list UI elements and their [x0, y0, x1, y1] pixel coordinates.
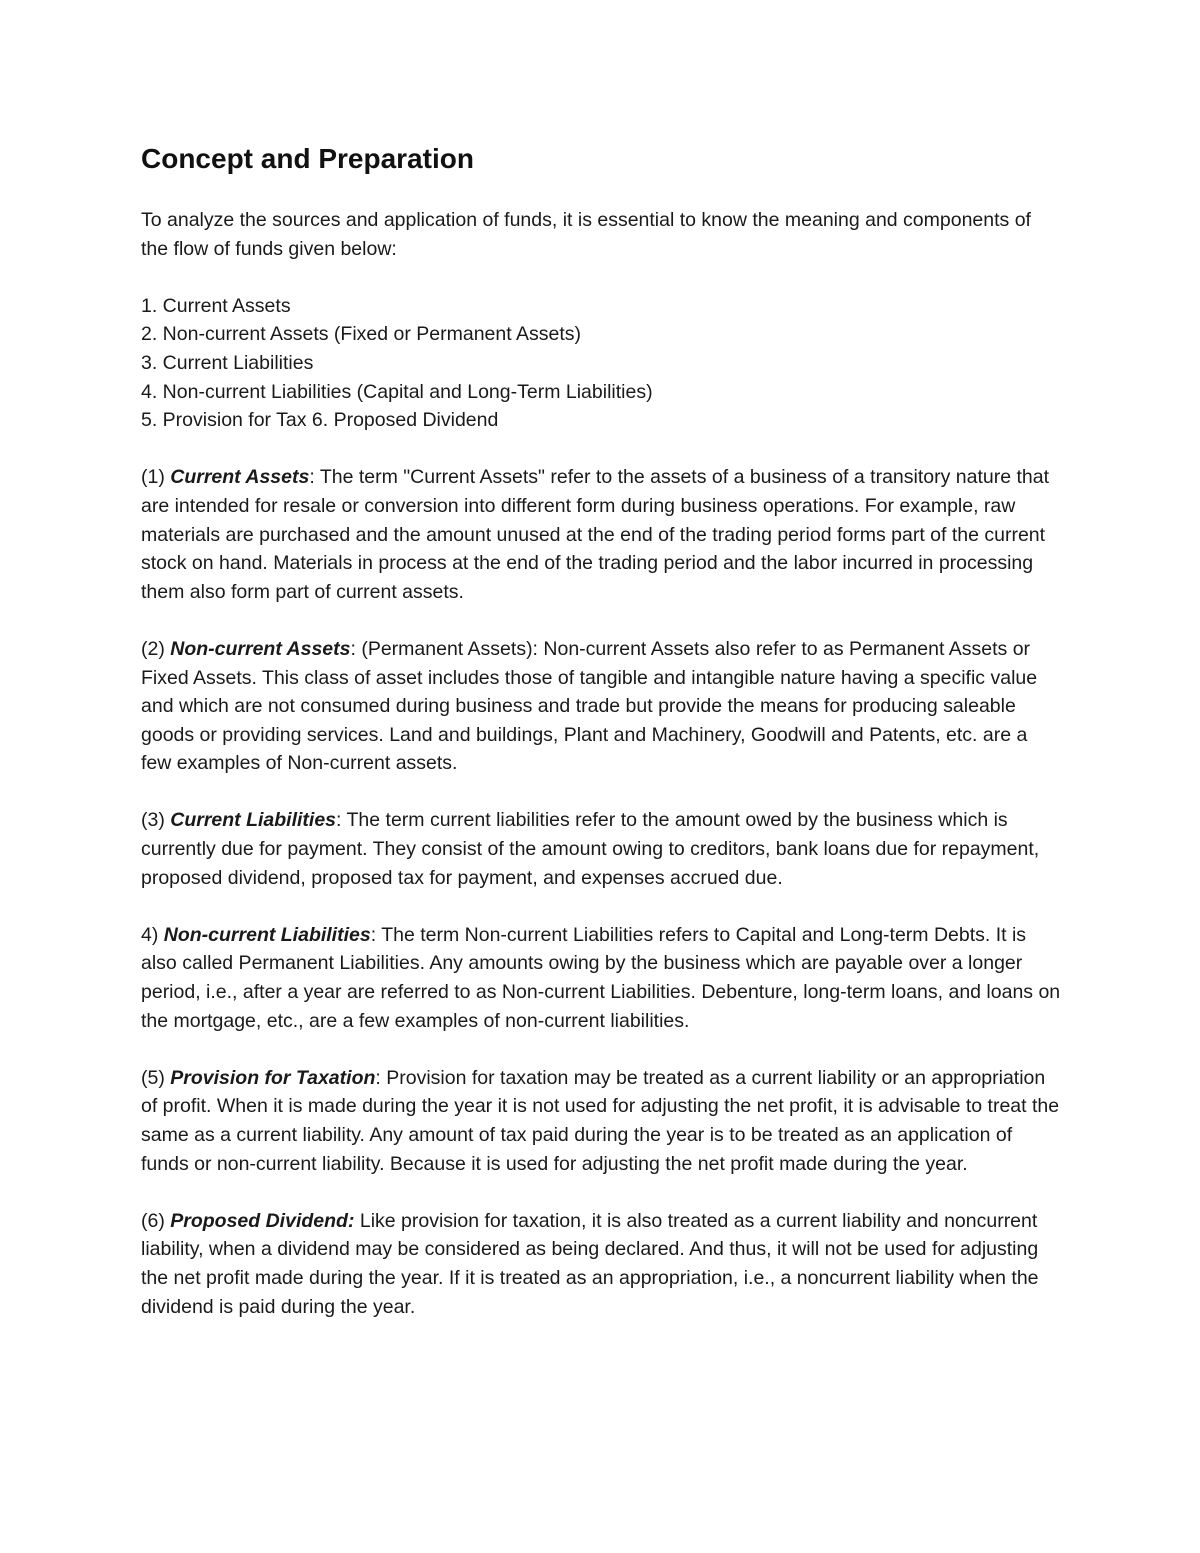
section-non-current-assets — [141, 635, 1061, 778]
section-term: Current Assets — [170, 466, 310, 489]
list-item: 5. Provision for Tax 6. Proposed Dividend — [141, 409, 499, 432]
section-term: Current Liabilities — [170, 809, 337, 832]
list-item: 1. Current Assets — [141, 294, 291, 317]
section-term: Proposed Dividend: — [170, 1209, 355, 1232]
section-term: Non-current Assets — [170, 637, 351, 660]
list-item: 2. Non-current Assets (Fixed or Permanent Assets) — [141, 323, 582, 346]
list-item: 4. Non-current Liabilities (Capital and Long-Term Liabilities) — [141, 380, 653, 403]
section-term: Provision for Taxation — [170, 1066, 376, 1089]
section-separator: : — [336, 809, 342, 832]
section-body: The term Non-current Liabilities refers to Capital and Long-term Debts. It is also called Permanent Liabilities. Any amounts owing by the business which are payable over a longer period, i.e., after a year are referred to as Non-current Liabilities. Debenture, long-term loans, and loans on the mortgage, etc., are a few examples of non-current liabilities. — [141, 923, 1061, 1032]
section-prefix: (2) — [141, 637, 171, 660]
section-proposed-dividend — [141, 1207, 1061, 1321]
section-separator: : — [350, 637, 356, 660]
section-prefix: 4) — [141, 923, 164, 946]
section-prefix: (1) — [141, 466, 171, 489]
section-body: Provision for taxation may be treated as a current liability or an appropriation of profit. When it is made during the year it is not used for adjusting the net profit, it is advisable to treat the same as a current liability. Any amount of tax paid during the year is to be treated as an application of funds or non-current liability. Because it is used for adjusting the net profit made during the year. — [141, 1066, 1060, 1175]
page-title: Concept and Preparation — [141, 143, 474, 174]
section-provision-for-taxation — [141, 1064, 1061, 1178]
section-separator: : — [375, 1066, 381, 1089]
document-page — [141, 138, 1061, 1321]
section-body: The term current liabilities refer to the amount owed by the business which is currently due for payment. They consist of the amount owing to creditors, bank loans due for repayment, proposed dividend, proposed tax for payment, and expenses accrued due. — [141, 809, 1040, 889]
section-prefix: (6) — [141, 1209, 171, 1232]
section-body: Like provision for taxation, it is also treated as a current liability and noncurrent liability, when a dividend may be considered as being declared. And thus, it will not be used for adjusting the net profit made during the year. If it is treated as an appropriation, i.e., a noncurrent liability when the dividend is paid during the year. — [141, 1209, 1039, 1318]
section-prefix: (5) — [141, 1066, 171, 1089]
components-list — [141, 292, 1061, 435]
section-prefix: (3) — [141, 809, 171, 832]
section-non-current-liabilities — [141, 921, 1061, 1035]
intro-paragraph: To analyze the sources and application of funds, it is essential to know the meaning and components of the flow of funds given below: — [141, 209, 1031, 260]
section-current-liabilities — [141, 806, 1061, 892]
section-term: Non-current Liabilities — [163, 923, 371, 946]
section-body: (Permanent Assets): Non-current Assets also refer to as Permanent Assets or Fixed Assets. This class of asset includes those of tangible and intangible nature having a specific value and which are not consumed during business and trade but provide the means for producing saleable goods or providing services. Land and buildings, Plant and Machinery, Goodwill and Patents, etc. are a few examples of Non-current assets. — [141, 637, 1038, 775]
section-separator: : — [309, 466, 315, 489]
section-body: The term "Current Assets" refer to the assets of a business of a transitory nature that are intended for resale or conversion into different form during business operations. For example, raw materials are purchased and the amount unused at the end of the trading period forms part of the current stock on hand. Materials in process at the end of the trading period and the labor incurred in processing them also form part of current assets. — [141, 466, 1049, 603]
section-current-assets — [141, 463, 1061, 606]
section-separator: : — [370, 923, 377, 946]
list-item: 3. Current Liabilities — [141, 351, 314, 374]
